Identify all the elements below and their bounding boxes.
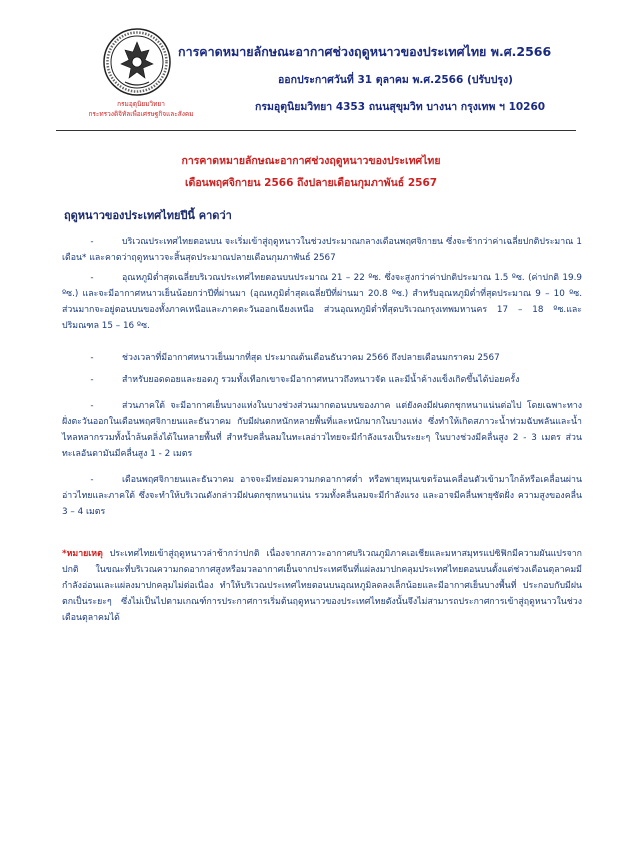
footnote-text: ประเทศไทยเข้าสู่ฤดูหนาวล่าช้ากว่าปกติ เนื่องจากสภาวะอากาศบริเวณภูมิภาคเอเชียและมหาสมุทรแปซิฟิกมีความผันแปรจากปกติ ในขณะที่บริเวณความกดอากาศสูงหรือมวลอากาศเย็นจากประเทศจีนที่แผ่ลงมาปกคลุมประเทศไทยตอนบนตั้งแต่ช่วงเดือนตุลาคมมีกำลังอ่อนและแผ่ลงมาปกคลุมไม่ต่อเนื่อง ทำให้บริเวณประเทศไทยตอนบนอุณหภูมิลดลงเล็กน้อยและมีอากาศเย็นบางพื้นที่ ประกอบกับมีฝนตกเป็นระยะๆ ซึ่งไม่เป็นไปตามเกณฑ์การประกาศการเริ่มต้นฤดูหนาวของประเทศไทยดังนั้นจึงไม่สามารถประกาศการเข้าสู่ฤดูหนาวในช่วงเดือนตุลาคมได้ [62,549,582,623]
issue-date: ออกประกาศวันที่ 31 ตุลาคม พ.ศ.2566 (ปรับปรุง) [278,74,513,86]
forecast-text: บริเวณประเทศไทยตอนบน จะเริ่มเข้าสู่ฤดูหนาวในช่วงประมาณกลางเดือนพฤศจิกายน ซึ่งจะช้ากว่าค่าเฉลี่ยปกติประมาณ 1 เดือน* และคาดว่าฤดูหนาวจะสิ้นสุดประมาณปลายเดือนกุมภาพันธ์ 2567 [62,237,582,263]
footnote-label: *หมายเหตุ [62,549,103,559]
bullet-marker: - [90,273,94,283]
bullet-marker: - [90,353,94,363]
ministry-name: กระทรวงดิจิทัลเพื่อเศรษฐกิจและสังคม [88,110,194,118]
bullet-marker: - [90,237,94,247]
forecast-text: ส่วนภาคใต้ จะมีอากาศเย็นบางแห่งในบางช่วงส่วนมากตอนบนของภาค แต่ยังคงมีฝนตกชุกหนาแน่นต่อไป โดยเฉพาะทางฝั่งตะวันออกในเดือนพฤศจิกายนและธันวาคม กับมีฝนตกหนักหลายพื้นที่และหนักมากในบางแห่ง ซึ่งทำให้เกิดสภาวะน้ำท่วมฉับพลันและน้ำไหลหลากรวมทั้งน้ำล้นตลิ่งได้ในหลายพื้นที่ สำหรับคลื่นลมในทะเลอ่าวไทยจะมีกำลังแรงเป็นระยะๆ ในบางช่วงมีคลื่นสูง 2 - 3 เมตร ส่วนทะเลอันดามันมีคลื่นสูง 1 - 2 เมตร [62,401,582,459]
document-title-line-1: การคาดหมายลักษณะอากาศช่วงฤดูหนาวของประเทศไทย [181,155,441,167]
forecast-text: สำหรับยอดดอยและยอดภู รวมทั้งเทือกเขาจะมีอากาศหนาวถึงหนาวจัด และมีน้ำค้างแข็งเกิดขึ้นได้บ่อยครั้ง [122,375,520,385]
department-seal-icon [103,28,171,96]
address: กรมอุตุนิยมวิทยา 4353 ถนนสุขุมวิท บางนา กรุงเทพ ฯ 10260 [255,101,546,113]
forecast-item [62,270,582,334]
footnote [62,546,582,626]
bullet-marker: - [90,375,94,385]
bullet-marker: - [90,475,94,485]
forecast-text: เดือนพฤศจิกายนและธันวาคม อาจจะมีหย่อมความกดอากาศต่ำ หรือพายุหมุนเขตร้อนเคลื่อนตัวเข้ามาใกล้หรือเคลื่อนผ่านอ่าวไทยและภาคใต้ ซึ่งจะทำให้บริเวณดังกล่าวมีฝนตกชุกหนาแน่น รวมทั้งคลื่นลมจะมีกำลังแรง และอาจมีคลื่นพายุซัดฝั่ง ความสูงของคลื่น 3 – 4 เมตร [62,475,582,517]
forecast-item [62,234,582,266]
forecast-item [62,372,582,388]
forecast-item [62,472,582,520]
section-heading: ฤดูหนาวของประเทศไทยปีนี้ คาดว่า [64,209,232,222]
document-title-line-2: เดือนพฤศจิกายน 2566 ถึงปลายเดือนกุมภาพันธ์ 2567 [184,177,438,189]
forecast-item [62,350,582,366]
header-divider [56,130,576,131]
org-name: กรมอุตุนิยมวิทยา [117,100,165,108]
forecast-text: อุณหภูมิต่ำสุดเฉลี่ยบริเวณประเทศไทยตอนบนประมาณ 21 – 22 ºซ. ซึ่งจะสูงกว่าค่าปกติประมาณ 1.5 ºซ. (ค่าปกติ 19.9 ºซ.) และจะมีอากาศหนาวเย็นน้อยกว่าปีที่ผ่านมา (อุณหภูมิต่ำสุดเฉลี่ยปีที่ผ่านมา 20.8 ºซ.) สำหรับอุณหภูมิต่ำที่สุดประมาณ 9 – 10 ºซ. ส่วนมากจะอยู่ตอนบนของทั้งภาคเหนือและภาคตะวันออกเฉียงเหนือ ส่วนอุณหภูมิต่ำที่สุดบริเวณกรุงเทพมหานคร 17 – 18 ºซ.และปริมณฑล 15 – 16 ºซ. [62,273,582,331]
bullet-marker: - [90,401,94,411]
forecast-text: ช่วงเวลาที่มีอากาศหนาวเย็นมากที่สุด ประมาณต้นเดือนธันวาคม 2566 ถึงปลายเดือนมกราคม 2567 [122,353,500,363]
forecast-item [62,398,582,462]
header-title: การคาดหมายลักษณะอากาศช่วงฤดูหนาวของประเทศไทย พ.ศ.2566 [178,44,552,59]
